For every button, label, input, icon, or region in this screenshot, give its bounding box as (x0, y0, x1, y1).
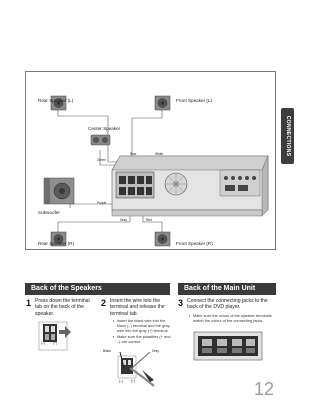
main-unit-rear-icon (112, 156, 268, 216)
step-1-minus-mark: (–) (41, 341, 45, 345)
step-2-number: 2 (101, 298, 107, 308)
speakers-section-title: Back of the Speakers (25, 283, 170, 295)
step-1-number: 1 (26, 298, 32, 308)
front-speaker-right-icon (155, 232, 170, 246)
wire-label-green: Green (97, 158, 106, 162)
step-2-text: Insert the wire into the terminal and release the terminal tab. (110, 298, 165, 317)
section-tab (281, 108, 294, 164)
section-tab-label: CONNECTIONS (284, 115, 291, 157)
step-3-text: Connect the connecting jacks to the back of the DVD player. (187, 298, 268, 311)
subwoofer-label: Subwoofer (38, 210, 60, 215)
rear-speaker-right-label: Rear Speaker (R) (38, 241, 74, 246)
wire-label-gray: Gray (120, 218, 127, 222)
black-wire-label: Black (103, 349, 111, 353)
wire-label-purple: Purple (97, 201, 107, 205)
wire-label-blue: Blue (130, 152, 137, 156)
gray-wire-label: Gray (152, 349, 159, 353)
step-2-minus-mark: (–) (119, 379, 123, 383)
subwoofer-icon (44, 178, 74, 204)
center-speaker-label: Center Speaker (88, 126, 121, 131)
wire-subwoofer (70, 196, 118, 208)
step-2-bullet-1: ▪ Insert the black wire into the black (–) terminal and the gray wire into the gray (+) terminal. (117, 318, 175, 333)
front-speaker-left-icon (155, 96, 170, 110)
connecting-jacks-icon (184, 326, 272, 366)
page-number: 12 (254, 379, 275, 399)
front-speaker-right-label: Front Speaker (R) (176, 241, 213, 246)
step-2-plus-mark: (+) (131, 379, 135, 383)
rear-speaker-left-label: Rear Speaker (L) (38, 98, 74, 103)
center-speaker-icon (91, 135, 110, 145)
main-unit-section-title: Back of the Main Unit (178, 283, 276, 295)
step-2-bullet-2: ▪ Make sure the polarities (+ and –) are correct. (117, 334, 175, 344)
wire-label-white: White (155, 152, 164, 156)
step-1-text: Press down the terminal tab on the back of the speaker. (35, 298, 90, 317)
terminal-press-icon (35, 318, 75, 358)
wire-label-red: Red (146, 218, 152, 222)
front-speaker-left-label: Front Speaker (L) (176, 98, 212, 103)
step-3-number: 3 (178, 298, 184, 308)
step-1-plus-mark: (+) (53, 341, 57, 345)
step-3-bullet-1: ▪ Make sure the colors of the speaker terminals match the colors of the connecting jacks. (193, 313, 275, 323)
